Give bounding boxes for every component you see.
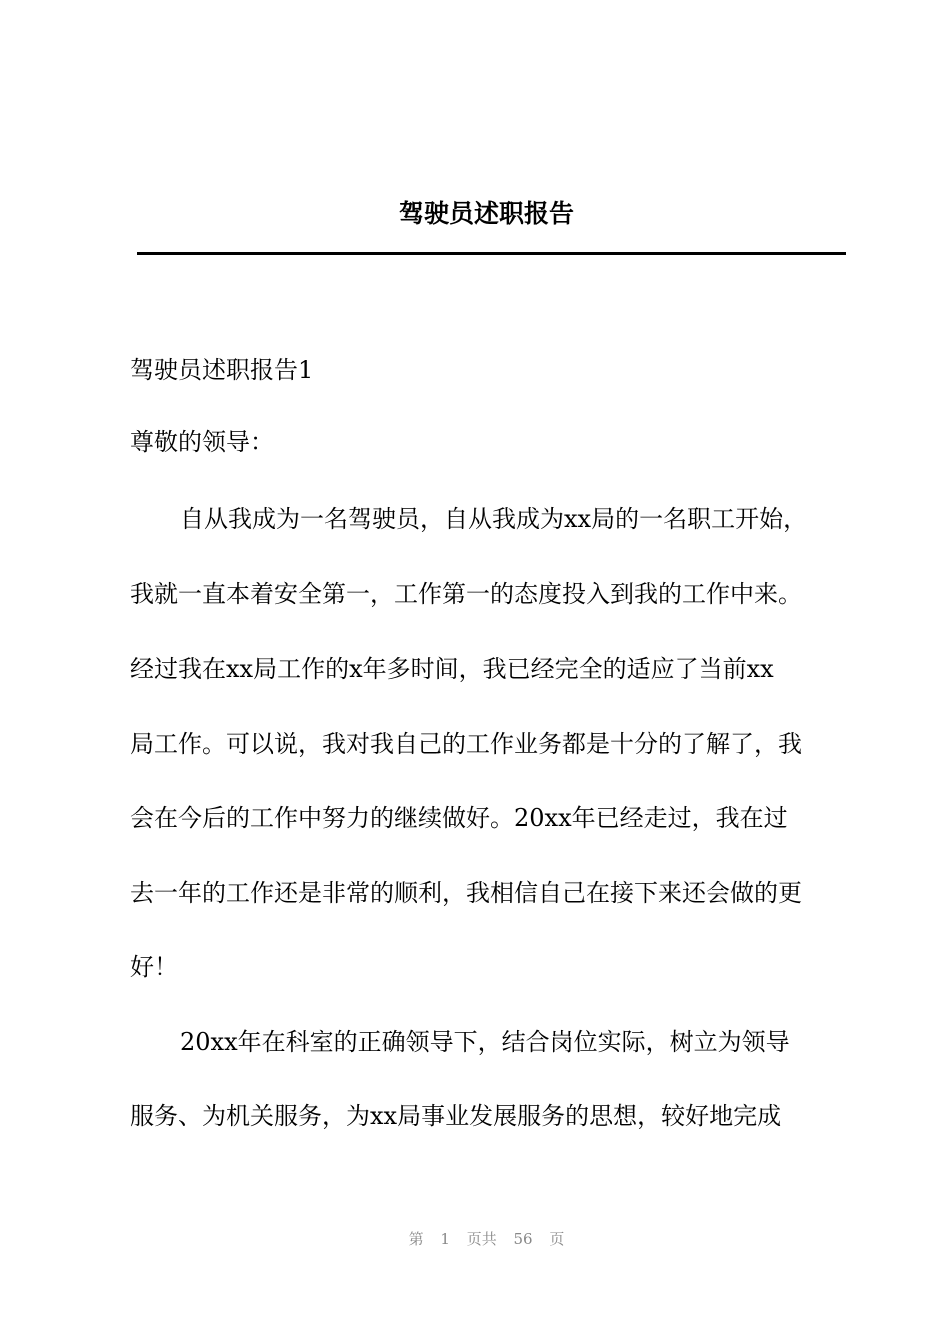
section-heading: 驾驶员述职报告1 <box>130 356 314 384</box>
title-divider <box>137 252 846 255</box>
paragraph-line: 20xx年在科室的正确领导下，结合岗位实际，树立为领导 <box>180 1028 790 1056</box>
paragraph-line: 我就一直本着安全第一，工作第一的态度投入到我的工作中来。 <box>130 580 802 608</box>
paragraph-line: 经过我在xx局工作的x年多时间，我已经完全的适应了当前xx <box>130 655 774 683</box>
paragraph-line: 会在今后的工作中努力的继续做好。20xx年已经走过，我在过 <box>130 804 788 832</box>
salutation: 尊敬的领导： <box>130 428 274 456</box>
page-title: 驾驶员述职报告 <box>398 199 574 228</box>
paragraph-line: 自从我成为一名驾驶员，自从我成为xx局的一名职工开始， <box>180 505 808 533</box>
paragraph-line: 服务、为机关服务，为xx局事业发展服务的思想，较好地完成 <box>130 1102 782 1130</box>
paragraph-line: 去一年的工作还是非常的顺利，我相信自己在接下来还会做的更 <box>130 879 802 907</box>
paragraph-line: 局工作。可以说，我对我自己的工作业务都是十分的了解了，我 <box>130 730 802 758</box>
page-number-footer: 第 1 页共 56 页 <box>408 1230 565 1248</box>
paragraph-line: 好！ <box>130 953 178 981</box>
